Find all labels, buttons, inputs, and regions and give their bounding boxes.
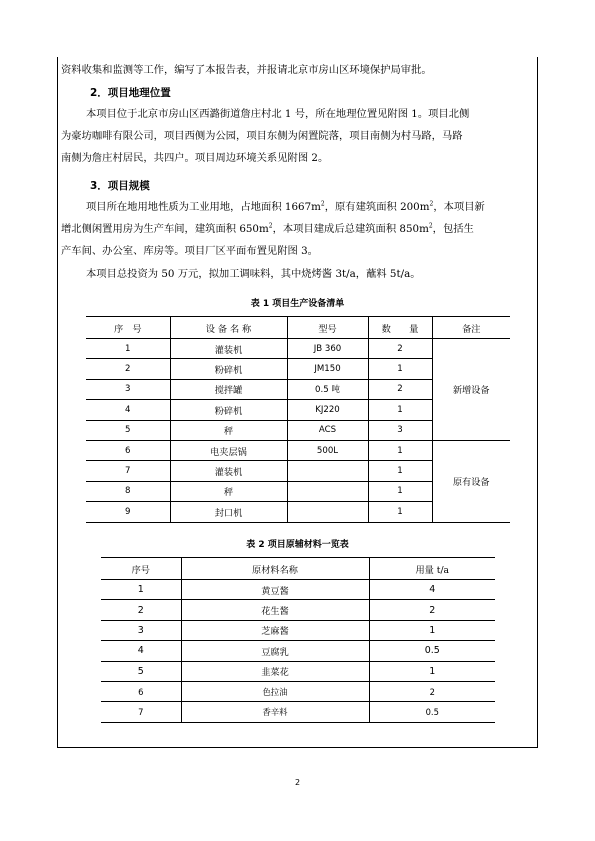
section-3-line-2 <box>61 221 533 237</box>
equipment-table <box>86 316 510 523</box>
table-cell: 8 <box>86 481 170 501</box>
table-cell: 秤 <box>170 481 287 501</box>
superscript: 2 <box>268 222 273 230</box>
table-row <box>101 620 495 640</box>
table-cell <box>287 502 368 522</box>
table-1-caption: 表 1 项目生产设备清单 <box>250 299 345 309</box>
table-2-caption: 表 2 项目原辅材料一览表 <box>246 540 349 550</box>
table-cell: 粉碎机 <box>170 359 287 379</box>
remark-cell: 新增设备 <box>432 339 510 441</box>
table-row <box>86 339 510 359</box>
table-cell: 4 <box>369 580 495 600</box>
table-cell: 2 <box>368 379 432 399</box>
section-3-line-1 <box>86 199 533 215</box>
section-3-heading: 3．项目规模 <box>90 180 150 192</box>
table-cell: 芝麻酱 <box>181 620 369 640</box>
header-cell: 原材料名称 <box>181 558 369 580</box>
header-cell: 用量 t/a <box>369 558 495 580</box>
superscript: 2 <box>320 200 325 208</box>
text-run: ，本项目新 <box>433 201 485 213</box>
section-2-line-2: 为豪坊咖啡有限公司，项目西侧为公园，项目东侧为闲置院落，项目南侧为村马路，马路 <box>61 130 463 142</box>
header-cell: 设 备 名 称 <box>170 317 287 339</box>
table-cell: 色拉油 <box>181 681 369 701</box>
text-run: ，原有建筑面积 200m <box>324 201 430 213</box>
table-cell: 1 <box>368 461 432 481</box>
superscript: 2 <box>428 222 433 230</box>
table-cell: 500L <box>287 440 368 460</box>
table-cell: 0.5 <box>369 641 495 661</box>
table-cell: 韭菜花 <box>181 661 369 681</box>
text-run: ，本项目建成后总建筑面积 850m <box>272 223 429 235</box>
table-cell: 1 <box>368 502 432 522</box>
table-cell: 1 <box>369 620 495 640</box>
table-cell: 电夹层锅 <box>170 440 287 460</box>
section-3-line-3: 产车间、办公室、库房等。项目厂区平面布置见附图 3。 <box>61 245 318 257</box>
table-cell: 秤 <box>170 420 287 440</box>
remark-cell: 原有设备 <box>432 440 510 522</box>
table-cell: 6 <box>86 440 170 460</box>
table-cell: 7 <box>101 702 181 722</box>
table-row <box>101 641 495 661</box>
table-cell: 1 <box>368 359 432 379</box>
table-cell: 6 <box>101 681 181 701</box>
page-number: 2 <box>294 778 301 787</box>
table-cell: 3 <box>368 420 432 440</box>
table-cell: JM150 <box>287 359 368 379</box>
table-cell: 搅拌罐 <box>170 379 287 399</box>
section-2-line-3: 南侧为詹庄村居民，共四户。项目周边环境关系见附图 2。 <box>61 152 329 164</box>
table-row <box>101 600 495 620</box>
table-cell: 3 <box>101 620 181 640</box>
text-run: 增北侧闲置用房为生产车间，建筑面积 650m <box>61 223 269 235</box>
table-cell: 1 <box>369 661 495 681</box>
superscript: 2 <box>429 200 434 208</box>
table-cell: 0.5 <box>369 702 495 722</box>
table-cell: 豆腐乳 <box>181 641 369 661</box>
table-cell: 香辛料 <box>181 702 369 722</box>
table-cell: JB 360 <box>287 339 368 359</box>
table-cell: 1 <box>101 580 181 600</box>
table-row <box>86 440 510 460</box>
section-3-line-4: 本项目总投资为 50 万元，拟加工调味料，其中烧烤酱 3t/a，蘸料 5t/a。 <box>86 268 421 280</box>
header-cell: 序号 <box>101 558 181 580</box>
header-cell: 备注 <box>432 317 510 339</box>
intro-paragraph: 资料收集和监测等工作，编写了本报告表，并报请北京市房山区环境保护局审批。 <box>61 64 432 76</box>
table-cell: 2 <box>368 339 432 359</box>
table-cell: 2 <box>369 681 495 701</box>
section-2-line-1: 本项目位于北京市房山区西潞街道詹庄村北 1 号，所在地理位置见附图 1。项目北侧 <box>86 108 470 120</box>
table-row <box>101 702 495 722</box>
table-cell: ACS <box>287 420 368 440</box>
table-cell: 封口机 <box>170 502 287 522</box>
table-cell: 3 <box>86 379 170 399</box>
table-cell: 9 <box>86 502 170 522</box>
table-cell: 花生酱 <box>181 600 369 620</box>
table-cell: 1 <box>368 481 432 501</box>
table-cell: 5 <box>101 661 181 681</box>
table-cell: 5 <box>86 420 170 440</box>
table-header-row <box>86 317 510 339</box>
table-cell: 1 <box>86 339 170 359</box>
materials-table <box>101 557 495 723</box>
header-cell: 型号 <box>287 317 368 339</box>
table-row <box>101 681 495 701</box>
table-cell: 4 <box>101 641 181 661</box>
table-cell: 灌装机 <box>170 461 287 481</box>
header-cell: 数 量 <box>368 317 432 339</box>
table-cell: 1 <box>368 400 432 420</box>
table-cell: 2 <box>101 600 181 620</box>
table-cell: 粉碎机 <box>170 400 287 420</box>
text-run: 项目所在地用地性质为工业用地，占地面积 1667m <box>86 201 321 213</box>
table-cell: 4 <box>86 400 170 420</box>
header-cell: 序 号 <box>86 317 170 339</box>
table-cell: 1 <box>368 440 432 460</box>
table-cell: 2 <box>369 600 495 620</box>
table-cell <box>287 481 368 501</box>
table-cell: KJ220 <box>287 400 368 420</box>
table-cell <box>287 461 368 481</box>
section-2-heading: 2．项目地理位置 <box>90 87 171 99</box>
table-cell: 灌装机 <box>170 339 287 359</box>
table-cell: 2 <box>86 359 170 379</box>
table-header-row <box>101 558 495 580</box>
text-run: ，包括生 <box>432 223 474 235</box>
table-cell: 7 <box>86 461 170 481</box>
table-row <box>101 580 495 600</box>
table-cell: 0.5 吨 <box>287 379 368 399</box>
table-row <box>101 661 495 681</box>
table-cell: 黄豆酱 <box>181 580 369 600</box>
